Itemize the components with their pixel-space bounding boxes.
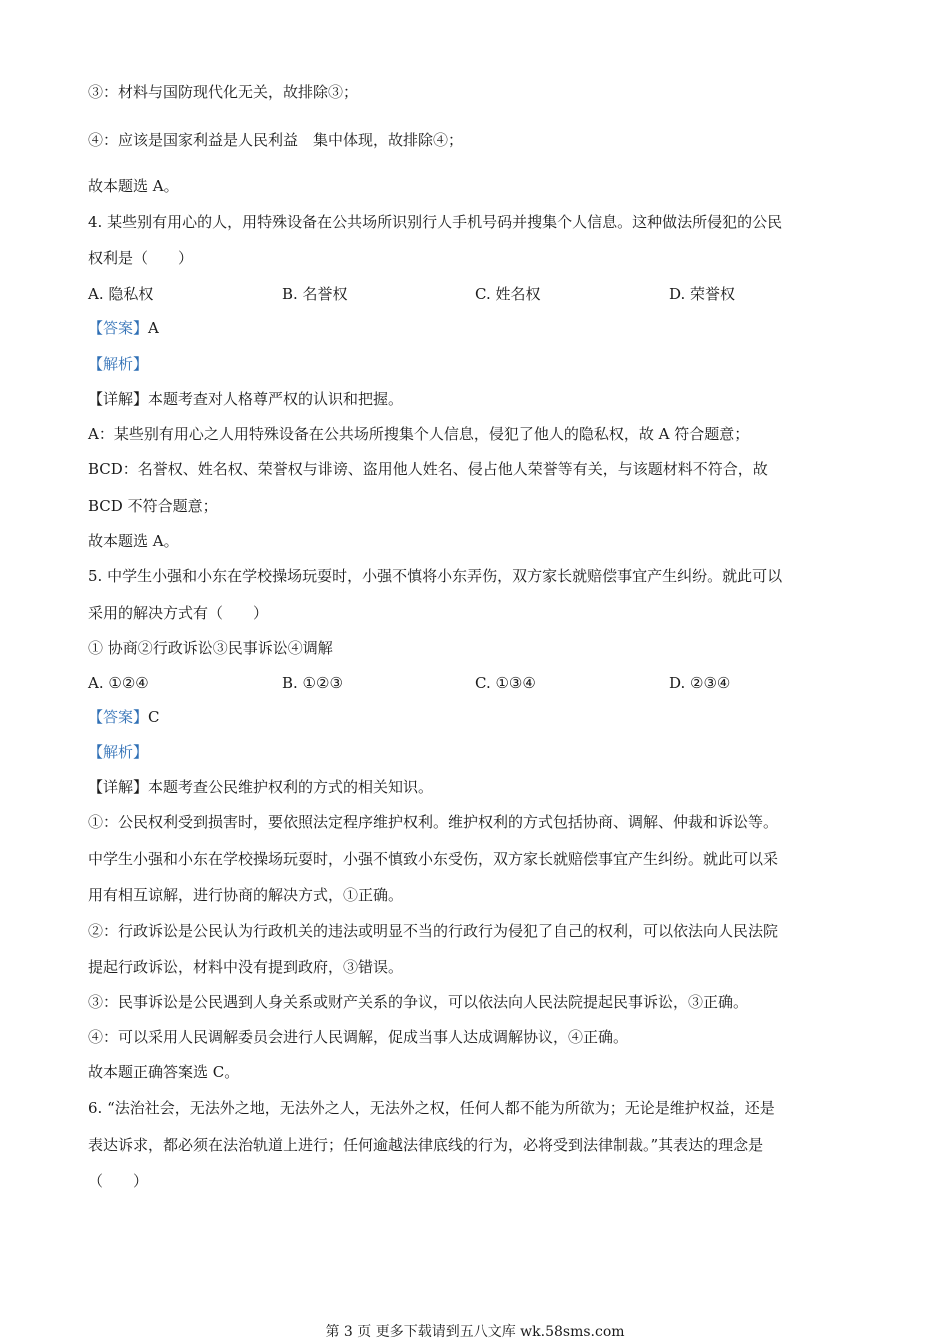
text-line: ③：材料与国防现代化无关，故排除③； — [88, 83, 359, 101]
question-6-stem-end: （ ） — [88, 1172, 149, 1190]
option-d: D. ②③④ — [669, 674, 731, 692]
question-5-stem: 5. 中学生小强和小东在学校操场玩耍时，小强不慎将小东弄伤，双方家长就赔偿事宜产生纠纷。就此可以 — [88, 567, 783, 585]
text-line: 用有相互谅解，进行协商的解决方式，①正确。 — [88, 886, 404, 904]
text-line: BCD 不符合题意； — [88, 497, 218, 515]
question-5-items: ① 协商②行政诉讼③民事诉讼④调解 — [88, 639, 333, 657]
text-line: 提起行政诉讼，材料中没有提到政府，③错误。 — [88, 958, 404, 976]
question-6-stem-cont: 表达诉求，都必须在法治轨道上进行；任何逾越法律底线的行为，必将受到法律制裁。”其表达的理念是 — [88, 1136, 764, 1154]
text-line: ④：应该是国家利益是人民利益 集中体现，故排除④； — [88, 131, 464, 149]
text-line: A：某些别有用心之人用特殊设备在公共场所搜集个人信息，侵犯了他人的隐私权，故 A 符合题意； — [88, 425, 750, 443]
text-line: 故本题正确答案选 C。 — [88, 1063, 240, 1081]
text-line: BCD：名誉权、姓名权、荣誉权与诽谤、盗用他人姓名、侵占他人荣誉等有关，与该题材料不符合，故 — [88, 460, 768, 478]
question-5-stem-cont: 采用的解决方式有（ ） — [88, 604, 269, 622]
analysis-line — [88, 354, 864, 374]
text-line: 故本题选 A。 — [88, 532, 179, 550]
answer-tag: 【答案】 — [88, 319, 149, 337]
text-line: ②：行政诉讼是公民认为行政机关的违法或明显不当的行政行为侵犯了自己的权利，可以依法向人民法院 — [88, 922, 779, 940]
option-b: B. 名誉权 — [282, 285, 348, 303]
answer-value: A — [148, 319, 159, 337]
detail-line — [88, 389, 864, 409]
answer-line — [88, 707, 864, 727]
detail-tag: 【详解】 — [88, 390, 149, 408]
question-4-stem: 4. 某些别有用心的人，用特殊设备在公共场所识别行人手机号码并搜集个人信息。这种做法所侵犯的公民 — [88, 213, 783, 231]
analysis-line — [88, 742, 864, 762]
option-c: C. ①③④ — [475, 674, 536, 692]
page-footer: 第 3 页 更多下载请到五八文库 wk.58sms.com — [325, 1324, 625, 1340]
answer-tag: 【答案】 — [88, 708, 149, 726]
answer-line — [88, 318, 864, 338]
text-line: 中学生小强和小东在学校操场玩耍时，小强不慎致小东受伤，双方家长就赔偿事宜产生纠纷。就此可以采 — [88, 850, 779, 868]
option-b: B. ①②③ — [282, 674, 343, 692]
answer-value: C — [148, 708, 160, 726]
option-c: C. 姓名权 — [475, 285, 541, 303]
analysis-tag: 【解析】 — [88, 355, 149, 373]
detail-tag: 【详解】 — [88, 778, 149, 796]
text-line: ③：民事诉讼是公民遇到人身关系或财产关系的争议，可以依法向人民法院提起民事诉讼，③正确。 — [88, 993, 749, 1011]
analysis-tag: 【解析】 — [88, 743, 149, 761]
text-line: ④：可以采用人民调解委员会进行人民调解，促成当事人达成调解协议，④正确。 — [88, 1028, 629, 1046]
text-line: 故本题选 A。 — [88, 177, 179, 195]
option-d: D. 荣誉权 — [669, 285, 736, 303]
detail-text: 本题考查公民维护权利的方式的相关知识。 — [148, 778, 434, 796]
detail-text: 本题考查对人格尊严权的认识和把握。 — [148, 390, 404, 408]
option-a: A. ①②④ — [88, 674, 149, 692]
option-a: A. 隐私权 — [88, 285, 154, 303]
question-6-stem: 6. “法治社会，无法外之地，无法外之人，无法外之权，任何人都不能为所欲为；无论是维护权益，还是 — [88, 1099, 775, 1117]
detail-line — [88, 777, 864, 797]
text-line: ①：公民权利受到损害时，要依照法定程序维护权利。维护权利的方式包括协商、调解、仲裁和诉讼等。 — [88, 813, 779, 831]
question-4-stem-cont: 权利是（ ） — [88, 249, 194, 267]
